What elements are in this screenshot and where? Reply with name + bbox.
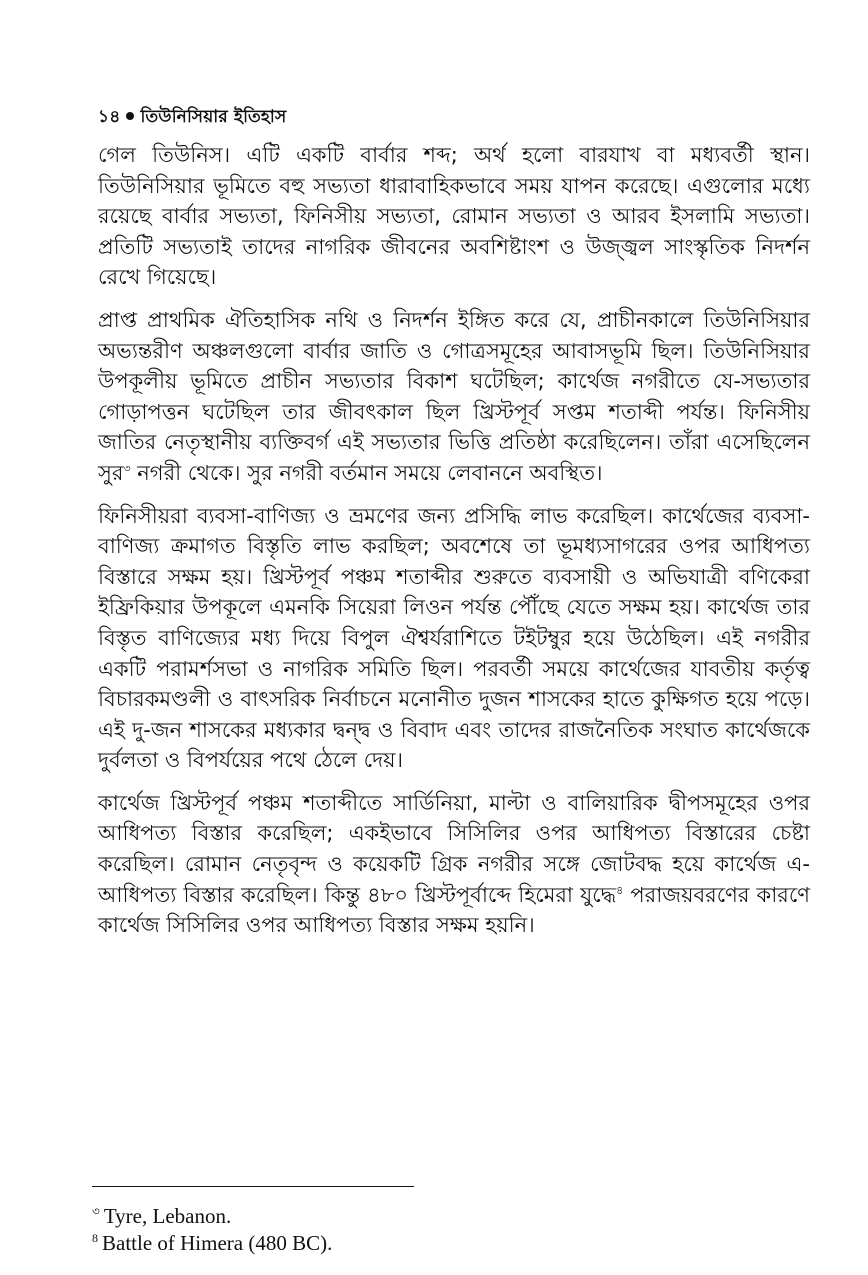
paragraph-3 — [98, 501, 810, 776]
footnote-text: Tyre, Lebanon. — [103, 1204, 232, 1228]
paragraph-text: প্রাপ্ত প্রাথমিক ঐতিহাসিক নথি ও নিদর্শন ইঙ্গিত করে যে, প্রাচীনকালে তিউনিসিয়ার অভ্যন্তরীণ অঞ্চলগুলো বার্বার জাতি ও গোত্রসমূহের আবাসভূমি ছিল। তিউনিসিয়ার উপকূলীয় ভূমিতে প্রাচীন সভ্যতার বিকাশ ঘটেছিল; কার্থেজ নগরীতে যে-সভ্যতার গোড়াপত্তন ঘটেছিল তার জীবৎকাল ছিল খ্রিস্টপূর্ব সপ্তম শতাব্দী পর্যন্ত। ফিনিসীয় জাতির নেতৃস্থানীয় ব্যক্তিবর্গ এই সভ্যতার ভিত্তি প্রতিষ্ঠা করেছিলেন। তাঁরা এসেছিলেন সুর — [98, 307, 810, 485]
paragraph-2 — [98, 305, 810, 489]
book-title: তিউনিসিয়ার ইতিহাস — [140, 107, 287, 127]
footnote-4 — [92, 1230, 592, 1257]
paragraph-text: কার্থেজ খ্রিস্টপূর্ব পঞ্চম শতাব্দীতে সার্ডিনিয়া, মাল্টা ও বালিয়ারিক দ্বীপসমূহের ওপর আধিপত্য বিস্তার করেছিল; একইভাবে সিসিলির ওপর আধিপত্য বিস্তারের চেষ্টা করেছিল। রোমান নেতৃবৃন্দ ও কয়েকটি গ্রিক নগরীর সঙ্গে জোটবদ্ধ হয়ে কার্থেজ এ-আধিপত্য বিস্তার করেছিল। কিন্তু ৪৮০ খ্রিস্টপূর্বাব্দে হিমেরা যুদ্ধে — [98, 790, 810, 907]
body-text — [98, 140, 810, 953]
footnotes — [92, 1203, 592, 1257]
bullet-dot-icon — [126, 112, 134, 120]
footnote-text: Battle of Himera (480 BC). — [102, 1231, 333, 1255]
page-number: ১৪ — [98, 107, 121, 127]
paragraph-4 — [98, 788, 810, 941]
running-head — [98, 104, 286, 132]
footnote-divider — [92, 1186, 414, 1187]
paragraph-text: গেল তিউনিস। এটি একটি বার্বার শব্দ; অর্থ হলো বারযাখ বা মধ্যবর্তী স্থান। তিউনিসিয়ার ভূমিতে বহু সভ্যতা ধারাবাহিকভাবে সময় যাপন করেছে। এগুলোর মধ্যে রয়েছে বার্বার সভ্যতা, ফিনিসীয় সভ্যতা, রোমান সভ্যতা ও আরব ইসলামি সভ্যতা। প্রতিটি সভ্যতাই তাদের নাগরিক জীবনের অবশিষ্টাংশ ও উজ্জ্বল সাংস্কৃতিক নিদর্শন রেখে গিয়েছে। — [98, 143, 810, 290]
footnote-3 — [92, 1203, 592, 1230]
footnote-reference: ৪ — [616, 883, 624, 897]
footnote-number: ৩ — [92, 1204, 100, 1218]
paragraph-text: নগরী থেকে। সুর নগরী বর্তমান সময়ে লেবাননে অবস্থিত। — [130, 460, 603, 485]
paragraph-text: পরাজয়বরণের কারণে কার্থেজ সিসিলির ওপর আধিপত্য বিস্তার সক্ষম হয়নি। — [98, 882, 810, 938]
footnote-reference: ৩ — [123, 461, 131, 475]
paragraph-text: ফিনিসীয়রা ব্যবসা-বাণিজ্য ও ভ্রমণের জন্য প্রসিদ্ধি লাভ করেছিল। কার্থেজের ব্যবসা-বাণিজ্য ক্রমাগত বিস্তৃতি লাভ করছিল; অবশেষে তা ভূমধ্যসাগরের ওপর আধিপত্য বিস্তারে সক্ষম হয়। খ্রিস্টপূর্ব পঞ্চম শতাব্দীর শুরুতে ব্যবসায়ী ও অভিযাত্রী বণিকেরা ইফ্রিকিয়ার উপকূলে এমনকি সিয়েরা লিওন পর্যন্ত পৌঁছে যেতে সক্ষম হয়। কার্থেজ তার বিস্তৃত বাণিজ্যের মধ্য দিয়ে বিপুল ঐশ্বর্যরাশিতে টইটম্বুর হয়ে উঠেছিল। এই নগরীর একটি পরামর্শসভা ও নাগরিক সমিতি ছিল। পরবর্তী সময়ে কার্থেজের যাবতীয় কর্তৃত্ব বিচারকমণ্ডলী ও বাৎসরিক নির্বাচনে মনোনীত দুজন শাসকের হাতে কুক্ষিগত হয়ে পড়ে। এই দু-জন শাসকের মধ্যকার দ্বন্দ্ব ও বিবাদ এবং তাদের রাজনৈতিক সংঘাত কার্থেজকে দুর্বলতা ও বিপর্যয়ের পথে ঠেলে দেয়। — [98, 503, 810, 773]
footnote-number: 8 — [92, 1231, 98, 1245]
paragraph-1 — [98, 140, 810, 293]
